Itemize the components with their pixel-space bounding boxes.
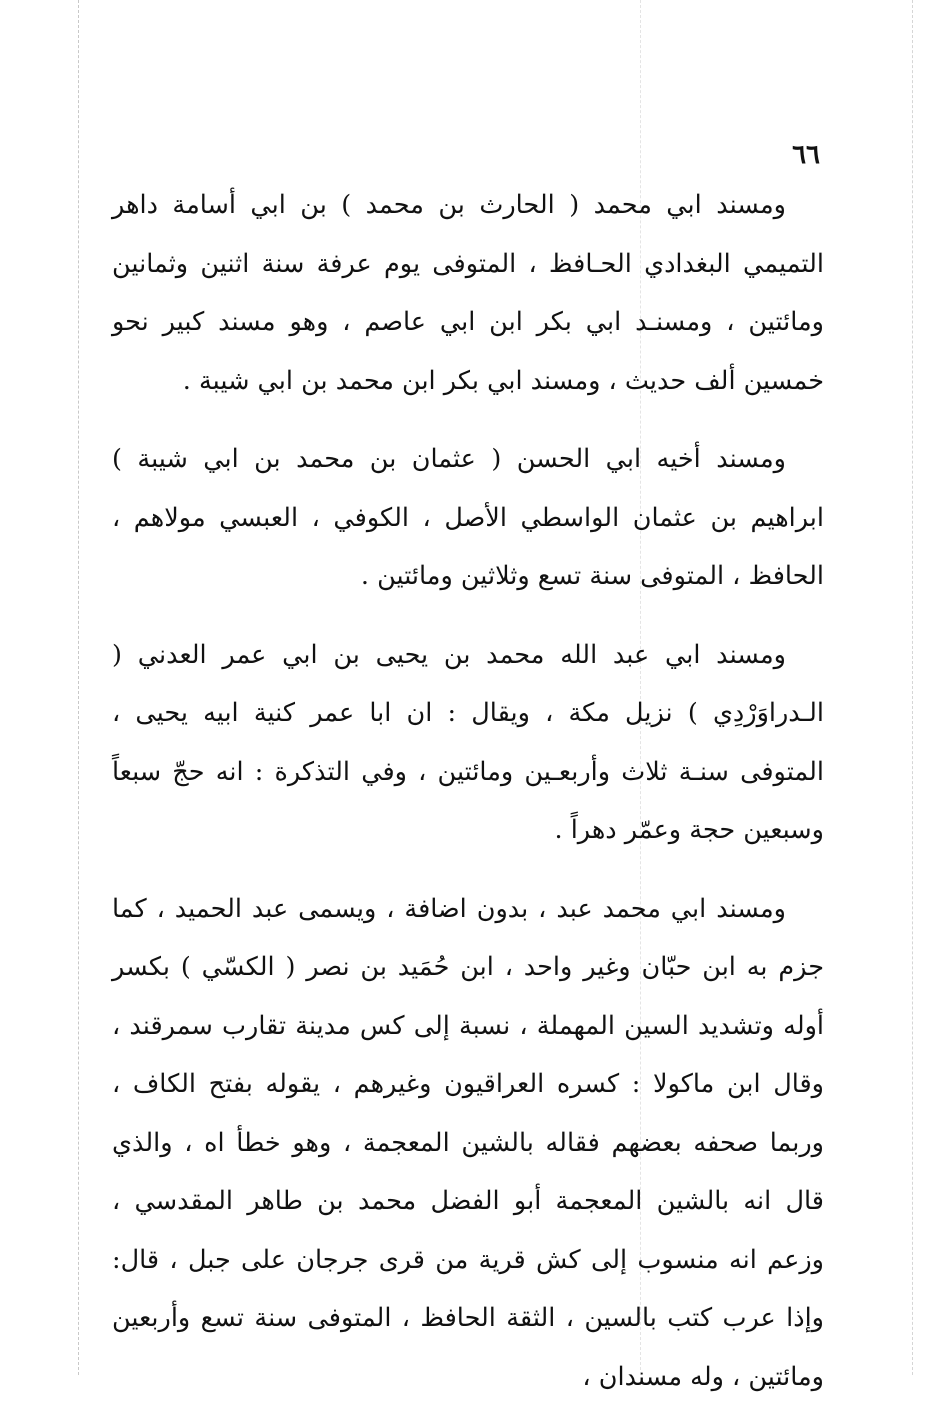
scan-guide-line (78, 0, 79, 1375)
paragraph: ومسند ابي عبد الله محمد بن يحيى بن ابي عمر العدني ( الـدراوَرْدِي ) نزيل مكة ، ويقال : ان ابا عمر كنية ابيه يحيى ، المتوفى سنـة ثلاث وأربعـين ومائتين ، وفي التذكرة : انه حجّ سبعاً وسبعين حجة وعمّر دهراً . (112, 639, 824, 845)
body-text (112, 176, 824, 1426)
scan-guide-line (912, 0, 913, 1375)
paragraph: ومسند أخيه ابي الحسن ( عثمان بن محمد بن ابي شيبة ) ابراهيم بن عثمان الواسطي الأصل ، الكوفي ، العبسي مولاهم ، الحافظ ، المتوفى سنة تسع وثلاثين ومائتين . (112, 444, 824, 591)
paragraph: ومسند ابي محمد عبد ، بدون اضافة ، ويسمى عبد الحميد ، كما جزم به ابن حبّان وغير واحد ، ابن حُمَيد بن نصر ( الكسّي ) بكسر أوله وتشديد السين المهملة ، نسبة إلى كس مدينة تقارب سمرقند ، وقال ابن ماكولا : كسره العراقيون وغيرهم ، يقوله بفتح الكاف ، وربما صحفه بعضهم فقاله بالشين المعجمة ، وهو خطأ اه ، والذي قال انه بالشين المعجمة أبو الفضل محمد بن طاهر المقدسي ، وزعم انه منسوب إلى كش قرية من قرى جرجان على جبل ، قال: وإذا عرب كتب بالسين ، الثقة الحافظ ، المتوفى سنة تسع وأربعين ومائتين ، وله مسندان ، (112, 893, 824, 1392)
paragraph: ومسند ابي محمد ( الحارث بن محمد ) بن ابي أسامة داهر التميمي البغدادي الحـافظ ، المتوفى يوم عرفة سنة اثنين وثمانين ومائتين ، ومسنـد ابي بكر ابن ابي عاصم ، وهو مسند كبير نحو خمسين ألف حديث ، ومسند ابي بكر ابن محمد بن ابي شيبة . (112, 190, 824, 396)
page-number: ٦٦ (792, 140, 820, 170)
